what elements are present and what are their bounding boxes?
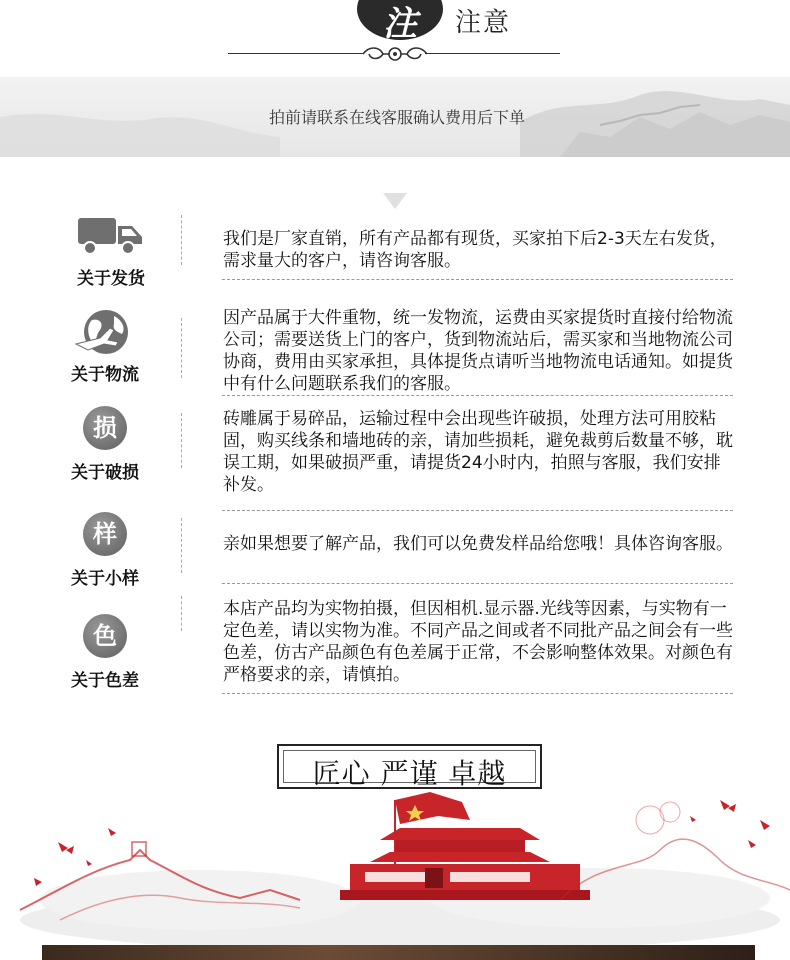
globe-plane-icon: [70, 308, 140, 358]
seal-character: 注: [383, 4, 417, 40]
separator: [181, 413, 182, 468]
damage-label: 关于破损: [71, 463, 139, 483]
separator: [181, 215, 182, 265]
color-label: 关于色差: [71, 671, 139, 691]
shipping-section-icon: [66, 212, 156, 289]
down-arrow-icon: [383, 193, 407, 209]
sample-label: 关于小样: [71, 569, 139, 589]
color-text: 本店产品均为实物拍摄，但因相机.显示器.光线等因素，与实物有一定色差，请以实物为准。不同产品之间或者不同批产品之间会有一些色差，仿古产品颜色有色差属于正常，不会影响整体效果。对颜色有严格要求的亲，请慎拍。: [223, 599, 733, 685]
color-character-icon: 色: [70, 614, 140, 664]
row-divider: [222, 693, 733, 694]
scroll-ornament-icon: [355, 42, 435, 66]
seal-logo: [357, 0, 443, 40]
color-section-icon: [60, 614, 150, 691]
notice-message-text: 拍前请联系在线客服确认费用后下单: [268, 108, 525, 127]
tiananmen-illustration: [0, 780, 790, 945]
sample-text: 亲如果想要了解产品，我们可以免费发样品给您哦！具体咨询客服。: [223, 534, 733, 554]
separator: [181, 318, 182, 378]
row-divider: [222, 510, 733, 511]
notice-header: [0, 0, 790, 75]
logistics-label: 关于物流: [71, 365, 139, 385]
separator: [181, 596, 182, 631]
shipping-text: 我们是厂家直销，所有产品都有现货，买家拍下后2-3天左右发货，需求量大的客户，请咨询客服。: [223, 229, 727, 271]
row-divider: [222, 395, 733, 396]
notice-message: [0, 105, 790, 128]
logistics-text: 因产品属于大件重物，统一发物流，运费由买家提货时直接付给物流公司；需要送货上门的客户，货到物流站后，需买家和当地物流公司协商，费用由买家承担，具体提货点请听当地物流电话通知。如提货中有什么问题联系我们的客服。: [223, 308, 733, 394]
sample-character-icon: 样: [70, 512, 140, 562]
separator: [181, 518, 182, 573]
damage-section-icon: [60, 406, 150, 483]
header-divider-right: [425, 53, 560, 54]
truck-icon: [76, 212, 146, 262]
page-title: 注意: [455, 8, 512, 38]
shipping-label: 关于发货: [77, 269, 145, 289]
motto-text: 匠心 严谨 卓越: [312, 757, 507, 790]
header-divider-left: [228, 53, 363, 54]
sample-section-icon: [60, 512, 150, 589]
damage-text: 砖雕属于易碎品，运输过程中会出现些许破损，处理方法可用胶粘固，购买线条和墙地砖的亲，请加些损耗，避免裁剪后数量不够，耽误工期，如果破损严重，请提货24小时内，拍照与客服，我们安排补发。: [223, 409, 733, 495]
notice-banner: [0, 77, 790, 157]
product-photo-edge: [42, 945, 755, 960]
logistics-section-icon: [60, 308, 150, 385]
row-divider: [222, 279, 733, 280]
row-divider: [222, 583, 733, 584]
damage-character-icon: 损: [70, 406, 140, 456]
